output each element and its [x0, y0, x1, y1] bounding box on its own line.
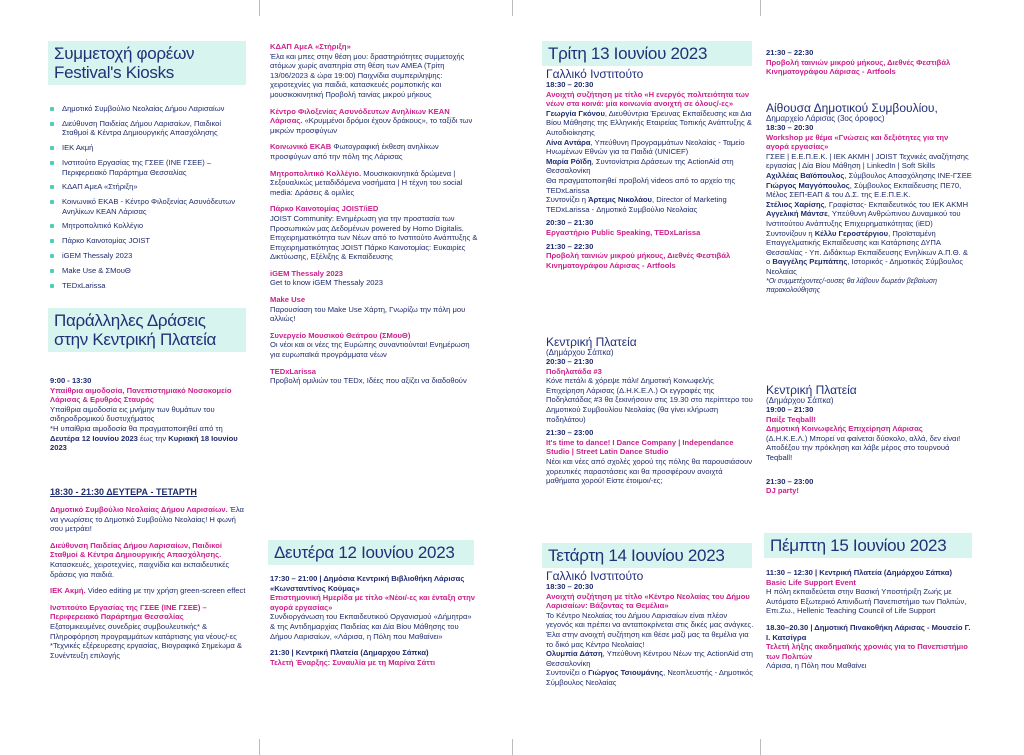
kiosk-item [270, 107, 478, 136]
event-title: Τελετή λήξης ακαδημαϊκής χρονιάς για το Πανεπιστήμιο των Πολιτών [766, 642, 968, 661]
wednesday-central-square [766, 384, 972, 496]
moderator-pre: Συντονίζει ο [546, 668, 589, 678]
activity-text: Κατασκευές, χειροτεχνίες, παιχνίδια και εκπαιδευτικές δράσεις για παιδιά. [50, 559, 230, 579]
daily-header: 18:30 - 21:30 ΔΕΥΤΕΡΑ - ΤΕΤΑΡΤΗ [50, 487, 197, 497]
activity-item [50, 603, 246, 661]
event-time: 21:30 – 22:30 [546, 241, 594, 251]
blood-title: Υπαίθρια αιμοδοσία, Πανεπιστημιακό Νοσοκομείο Λάρισας & Ερυθρός Σταυρός [50, 385, 232, 405]
moderator-role: , Director of Marketing TEDxLarissa - Δημοτικό Συμβούλιο Νεολαίας [546, 195, 727, 214]
event-text: Η πόλη εκπαιδεύεται στην Βασική Υποστήριξη Ζωής με Αυτόματο Εξωτερικό Απινιδωτή Πανεπιστήμιο των Πολιτών, Επι.Ζω., Hellenic Teaching Council of Life Support [766, 587, 967, 616]
kiosks-title-line-1: Συμμετοχή φορέων [54, 44, 195, 63]
wednesday-french-institute [546, 570, 754, 688]
column-4 [766, 0, 972, 755]
moderator-pre: Συντονίζουν η [766, 228, 815, 238]
speaker-role: , Υπεύθυνη Προγραμμάτων Νεολαίας - Ταμείο Ηνωμένων Εθνών για τα Παιδιά (UNICEF) [546, 137, 745, 157]
event-time: 20:30 – 21:30 [546, 218, 594, 228]
kiosk-title: Συνεργείο Μουσικού Θεάτρου (ΣΜουΘ) [270, 330, 411, 340]
list-item: Πάρκο Καινοτομίας JOIST [50, 236, 246, 246]
list-item: Μητροπολιτικό Κολλέγιο [50, 221, 246, 231]
thursday-title-banner [764, 533, 972, 558]
speaker-role: , Συντονίστρια Δράσεων της ActionAid στη Θεσσαλονίκη [546, 156, 734, 176]
speaker [766, 181, 972, 200]
list-item: iGEM Thessaly 2023 [50, 251, 246, 261]
speaker-name: Αχιλλέας Βαϊόπουλος [766, 170, 845, 180]
activity-title: Δημοτικό Συμβούλιο Νεολαίας Δήμου Λαρισαίων. [50, 505, 228, 514]
parallel-title-line-1: Παράλληλες Δράσεις [54, 311, 206, 330]
speaker [766, 209, 972, 228]
fold-mark [512, 0, 513, 16]
kiosks-list [50, 104, 246, 295]
kiosk-text: Παρουσίαση του Make Use Χάρτη, Γνωρίζω την πόλη μου αλλιώς! [270, 304, 466, 324]
blood-note [50, 424, 246, 453]
kiosk-text: Φωτογραφική έκθεση ανηλίκων προσφύγων από την πόλη της Λάρισας [270, 142, 439, 161]
event-header: 17:30 – 21:00 | Δημόσια Κεντρική Βιβλιοθήκη Λάρισας «Κωνσταντίνος Κούμας» [270, 574, 465, 593]
blood-note-date-start: Δευτέρα 12 Ιουνίου 2023 [50, 433, 138, 443]
speaker-role: , Γραφίστας- Εκπαιδευτικός του ΙΕΚ ΑΚΜΗ [824, 199, 969, 209]
kiosk-title: Πάρκο Καινοτομίας JOIST/iED [270, 204, 379, 214]
kiosk-text: JOIST Community: Ενημέρωση για την προστασία των Προσωπικών μας Δεδομένων powered by Homo Digitalis. Επιχειρηματικότητα των Νέων από το Ινστιτούτο Ανάπτυξης & Επιχειρηματικότητας JOIST Πάρκο Καινοτομίας: Ευκαιρίες Δικτύωσης, Εξέλιξης & Εκπαίδευσης [270, 213, 478, 262]
blood-note-date-end: Κυριακή 18 Ιουνίου 2023 [50, 433, 238, 453]
event-text: ΓΣΕΕ | Ε.Ε.Π.Ε.Κ. | ΙΕΚ ΑΚΜΗ | JOIST Τεχνικές αναζήτησης εργασίας | Δία Βίου Μάθηση | LinkedIn | Soft Skills [766, 151, 969, 171]
event-title: Ανοιχτή συζήτηση με τίτλο «Η ενεργός πολιτειότητα των νέων στα κοινά: μία κοινωνία ανοιχτή σε όλους/-ες» [546, 89, 750, 109]
parallel-title-line-2: στην Κεντρική Πλατεία [54, 330, 217, 349]
event-title: Εργαστήριο Public Speaking, TEDxLarissa [546, 227, 701, 237]
list-item: TEDxLarissa [50, 281, 246, 291]
venue-subtitle: (Δημάρχου Σάπκα) [766, 396, 834, 405]
column-3 [546, 0, 754, 755]
kiosk-title: TEDxLarissa [270, 366, 317, 376]
kiosk-title: Κοινωνικό ΕΚΑΒ [270, 142, 332, 152]
speaker [546, 649, 754, 668]
column-2 [270, 0, 478, 755]
event-text: Το Κέντρο Νεολαίας του Δήμου Λαρισαίων είναι πλέον γεγονός και πρέπει να ανταποκρίνεται στις δικές μας ανάγκες. Έλα στην ανοιχτή συζήτηση και θέσε μαζί μας τα θεμέλια για το δικό μας Κέντρο Νεολαίας! [546, 610, 754, 649]
event-title: Ποδηλατάδα #3 [546, 366, 602, 376]
event-title: Τελετή Έναρξης: Συναυλία με τη Μαρίνα Σάττι [270, 657, 436, 667]
kiosks-title-banner [48, 41, 246, 85]
kiosk-text: Get to know iGEM Thessaly 2023 [270, 278, 383, 288]
venue-title: Γαλλικό Ινστιτούτο [546, 569, 644, 583]
blood-donation-block [50, 376, 246, 453]
tuesday-title: Τρίτη 13 Ιουνίου 2023 [548, 44, 708, 63]
event-title: Επιστημονική Ημερίδα με τίτλο «Νέοι/-ες και ένταξη στην αγορά εργασίας» [270, 593, 475, 612]
kiosk-text: «Κρυμμένοι δρόμοι έχουν δράκους», το ταξίδι των μικρών προσφύγων [270, 116, 473, 135]
tuesday-title-banner [542, 41, 752, 66]
event-time: 21:30 – 22:30 [766, 48, 814, 57]
event-time: 21:30 – 23:00 [546, 428, 594, 438]
event-time: 19:00 – 21:30 [766, 405, 814, 414]
moderator-pre: Συντονίζει η [546, 195, 589, 205]
venue-subtitle: Δημαρχείο Λάρισας (3ος όροφος) [766, 114, 885, 123]
kiosk-details-block [270, 42, 478, 386]
kiosk-title: iGEM Thessaly 2023 [270, 268, 344, 278]
wednesday-title: Τετάρτη 14 Ιουνίου 2023 [548, 546, 725, 565]
event-header: 11:30 – 12:30 | Κεντρική Πλατεία (Δημάρχου Σάπκα) [766, 568, 952, 577]
venue-title: Γαλλικό Ινστιτούτο [546, 67, 644, 81]
activity-item [50, 541, 246, 579]
event-text: Κόνε πετάλι & χόρεψε πάλι! Δημοτική Κοινωφελής Επιχείρηση Λάρισας (Δ.Η.Κ.Ε.Λ.) Οι εγγραφές της Ποδηλατάδας #3 θα ξεκινήσουν στις 19.30 στο περίπτερο του Δημοτικού Συμβουλίου Νεολαίας (θα γίνει κλήρωση ποδηλάτου) [546, 376, 753, 424]
event-title: Παίξε Teqball! [766, 414, 816, 424]
event-time: 18:30 – 20:30 [546, 80, 594, 89]
speaker-name: Γιώργος Μαγγόπουλος [766, 180, 850, 190]
column-1 [50, 0, 246, 755]
moderator-name: Γιώργος Τσιουμάνης [588, 668, 664, 678]
speaker-role: , Σύμβουλος Εκπαίδευσης ΠΕ70, Μέλος ΣΕΠ-ΕΑΠ & του Δ.Σ. της Ε.Ε.Π.Ε.Κ. [766, 180, 962, 200]
kiosks-title-line-2: Festival's Kiosks [54, 63, 175, 82]
blood-text: Υπαίθρια αιμοδοσία εις μνήμην των θυμάτων του σιδηροδρομικού δυστυχήματος [50, 404, 215, 424]
moderator-name: Κέλλυ Γεροστέργιου [814, 228, 889, 238]
event-title: Basic Life Support Event [766, 577, 856, 587]
daily-activities-block [50, 487, 246, 660]
event-title: Προβολή ταινιών μικρού μήκους, Διεθνές Φεστιβάλ Κινηματογράφου Λάρισας - Artfools [766, 57, 951, 77]
moderator-role: , Ιστορικός - Δημοτικός Σύμβουλος Νεολαίας [766, 257, 964, 276]
thursday-title: Πέμπτη 15 Ιουνίου 2023 [770, 536, 947, 555]
speaker [546, 109, 754, 138]
event-text: Συνδιοργάνωση του Εκπαιδευτικού Οργανισμού «Δήμητρα» & της Αντιδημαρχίας Παιδείας και Δία Βίου Μάθησης του Δήμου Λαρισαίων, «Λάρισα, η Πόλη που Μαθαίνει» [270, 612, 472, 641]
monday-title: Δευτέρα 12 Ιουνίου 2023 [274, 543, 455, 562]
kiosk-item [270, 169, 478, 198]
kiosk-title: Make Use [270, 295, 306, 305]
event-title: Workshop με θέμα «Γνώσεις και δεξιότητες για την αγορά εργασίας» [766, 132, 949, 152]
speaker-role: , Σύμβουλος Απασχόλησης ΙΝΕ-ΓΣΕΕ [844, 170, 972, 180]
venue-title: Κεντρική Πλατεία [546, 335, 637, 349]
list-item: Ινστιτούτο Εργασίας της ΓΣΕΕ (ΙΝΕ ΓΣΕΕ) – Περιφερειακό Παράρτημα Θεσσαλίας [50, 158, 246, 177]
fold-mark [760, 0, 761, 16]
activity-item [50, 586, 246, 596]
event-header: 21:30 | Κεντρική Πλατεία (Δημαρχου Σάπκα) [270, 648, 429, 658]
speaker-role: , Διευθύντρια Έρευνας Εκπαίδευσης και Δια Βίου Μάθησης της Ελληνικής Εταιρείας Τοπικής Ανάπτυξης & Αυτοδιοίκησης [546, 108, 752, 137]
wednesday-title-banner [542, 543, 752, 568]
kiosk-title: Μητροπολιτικό Κολλέγιο. [270, 168, 362, 178]
event-title: It's time to dance! I Dance Company | Independance Studio | Street Latin Dance Studio [546, 437, 734, 457]
moderator [546, 195, 754, 214]
event-text: Νέοι και νέες από σχολές χορού της πόλης θα παρουσιάσουν χορευτικές παραστάσεις και θα προσφέρουν ανοιχτά μαθήματα χορού! Είστε έτοιμοι/-ες; [546, 456, 753, 486]
fold-mark [259, 0, 260, 16]
activity-title: Διεύθυνση Παιδείας Δήμου Λαρισαίων, Παιδικοί Σταθμοί & Κέντρα Δημιουργικής Απασχόλησης. [50, 540, 223, 560]
tuesday-french-institute [546, 68, 754, 270]
kiosk-text: Προβολή ομιλιών του TEDx, Ιδέες που αξίζει να διαδοθούν [270, 376, 467, 386]
council-hall-workshop [766, 102, 972, 296]
event-organizer: Δημοτική Κοινωφελής Επιχείρηση Λάρισας [766, 424, 923, 434]
activity-text: Εξατομικευμένες συνεδρίες συμβουλευτικής* & Πληροφόρηση προγραμμάτων κατάρτισης για νέους/-ες *Τεχνικές εξέρευρεσης εργασίας, Βιογραφικό Σημείωμα & Συνέντευξη επιλογής [50, 621, 242, 660]
speaker-role: , Υπεύθυνη Κέντρου Νέων της ActionAid στη Θεσσαλονίκη [546, 649, 753, 668]
list-item: Διεύθυνση Παιδείας Δήμου Λαρισαίων, Παιδικοί Σταθμοί & Κέντρα Δημιουργικής Απασχόλησης [50, 119, 246, 138]
speaker [546, 157, 754, 176]
event-time: 21:30 – 23:00 [766, 476, 814, 486]
moderator-role: , Προϊσταμένη Επαγγελματικής Εκπαίδευσης και Κατάρτισης ΔΥΠΑ Θεσσαλίας - Υπ. Διδάκτωρ Εκπαίδευσης Ενηλίκων Α.Π.Θ. & ο [766, 228, 968, 267]
list-item: Δημοτικό Συμβούλιο Νεολαίας Δήμου Λαρισαίων [50, 104, 246, 114]
kiosk-text: Οι νέοι και οι νέες της Ευρώπης συναντιούνται! Ενημέρωση για ευρωπαϊκά προγράμματα νέων [270, 340, 470, 360]
list-item: Κοινωνικό ΕΚΑΒ - Κέντρο Φιλοξενίας Ασυνόδευτων Ανηλίκων ΚΕΑΝ Λάρισας [50, 197, 246, 216]
monday-title-banner [268, 540, 474, 565]
list-item: Make Use & ΣΜουΘ [50, 266, 246, 276]
speaker-name: Στέλιος Χαρίσης [766, 199, 825, 209]
activity-item [50, 505, 246, 534]
kiosk-title: ΚΔΑΠ ΑμεΑ «Στήριξη» [270, 42, 351, 51]
parallel-title-banner [48, 308, 246, 352]
blood-time: 9:00 - 13:30 [50, 376, 92, 385]
event-time: 20:30 – 21:30 [546, 357, 594, 366]
speaker-name: Μαρία Ρόϊδη [546, 156, 592, 166]
activity-text: Έλα να γνωρίσεις το Δημοτικό Συμβούλιο Νεολαίας! Η φωνή σου μετράει! [50, 505, 244, 534]
blood-note-c: έως την [137, 433, 169, 443]
activity-title: Ινστιτούτο Εργασίας της ΓΣΕΕ (ΙΝΕ ΓΣΕΕ) – Περιφερειακό Παράρτημα Θεσσαλίας [50, 602, 207, 622]
moderator [546, 668, 754, 687]
event-time: 18:30 – 20:30 [546, 582, 594, 591]
kiosk-text: Έλα και μπες στην θέση μου: δραστηριότητες συμμετοχής ατόμων χωρίς αναπηρία στη θέση των ΑΜΕΑ (Τρίτη 13/06/2023 & ώρα 19:00) Παιχνίδια συμπεριληψης: χειροτεχνίες για παιδιά, κατασκευές ρομποτικής και μουσικοκινητική Προβολή ταινίας μικρού μήκους [270, 51, 465, 99]
event-text: (Δ.Η.Κ.Ε.Λ.) Μπορεί να φαίνεται δύσκολο, αλλά, δεν είναι! Αποδέξου την πρόκληση και λάβε μέρος στο τουρνουά Teqball! [766, 433, 961, 462]
speaker [546, 138, 754, 157]
event-text: Λάρισα, η Πόλη που Μαθαίνει [766, 661, 867, 671]
tuesday-central-square [546, 336, 754, 486]
fold-mark [512, 739, 513, 755]
speaker-name: Γεωργία Γκόνου [546, 108, 605, 118]
event-title: Ανοιχτή συζήτηση με τίτλο «Κέντρο Νεολαίας του Δήμου Λαρισαίων: Βάζοντας τα Θεμέλια» [546, 591, 750, 611]
kiosk-item [270, 142, 478, 161]
blood-note-a: *Η υπαίθρια αιμοδοσία θα πραγματοποιηθεί από τη [50, 423, 223, 433]
speaker-role: , Υπεύθυνη Ανθρώπινου Δυναμικού του Ινστιτούτου Ανάπτυξης Επιχειρηματικότητας (iED) [766, 209, 961, 228]
attendance-note: *Οι συμμετέχοντες/-ουσες θα λάβουν δωρεάν βεβαίωση παρακολούθησης [766, 277, 937, 295]
fold-mark [259, 739, 260, 755]
event-header: 18.30–20.30 | Δημοτική Πινακοθήκη Λάρισας - Μουσείο Γ. Ι. Κατσίγρα [766, 622, 971, 642]
speaker-name: Αγγελική Μάντσε [766, 209, 828, 219]
speaker [766, 200, 972, 210]
moderators [766, 229, 972, 277]
list-item: ΙΕΚ Ακμή [50, 143, 246, 153]
moderator-name: Βαγγέλης Ρεμπάπης [772, 257, 848, 267]
list-item: ΚΔΑΠ ΑμεΑ «Στήριξη» [50, 182, 246, 192]
venue-title: Αίθουσα Δημοτικού Συμβουλίου, [766, 101, 938, 115]
thursday-events [766, 568, 972, 671]
event-title: Προβολή ταινιών μικρού μήκους, Διεθνές Φεστιβάλ Κινηματογράφου Λάρισας - Artfools [546, 251, 731, 270]
kiosk-text: Μουσικοκινητικά δρώμενα | Σεξουαλικώς μεταδιδόμενα νοσήματα | Η τέχνη του social media: Δράσεις & ομιλίες [270, 168, 463, 197]
event-note: Θα πραγματοποιηθεί προβολή videos από το αρχείο της TEDxLarissa [546, 175, 736, 195]
speaker [766, 171, 972, 181]
moderator-role: , Νεοπλευστής - Δημοτικός Σύμβουλος Νεολαίας [546, 668, 753, 687]
event-title: DJ party! [766, 486, 799, 496]
event-time: 18:30 – 20:30 [766, 123, 814, 132]
monday-events [270, 574, 478, 667]
fold-mark [760, 739, 761, 755]
speaker-name: Λίνα Αντάρα [546, 137, 591, 147]
activity-text: Video editing με την χρήση green-screen effect [85, 586, 246, 596]
tuesday-film-screening [766, 48, 972, 77]
venue-subtitle: (Δημάρχου Σάπκα) [546, 348, 614, 357]
moderator-name: Άρτεμις Νικολάου [588, 195, 652, 205]
speaker-name: Ολυμπία Δάτση [546, 649, 603, 659]
venue-title: Κεντρική Πλατεία [766, 383, 857, 397]
activity-title: ΙΕΚ Ακμή. [50, 586, 86, 596]
kiosk-title: Κέντρο Φιλοξενίας Ασυνόδευτων Ανηλίκων ΚΕΑΝ Λάρισας. [270, 106, 450, 126]
